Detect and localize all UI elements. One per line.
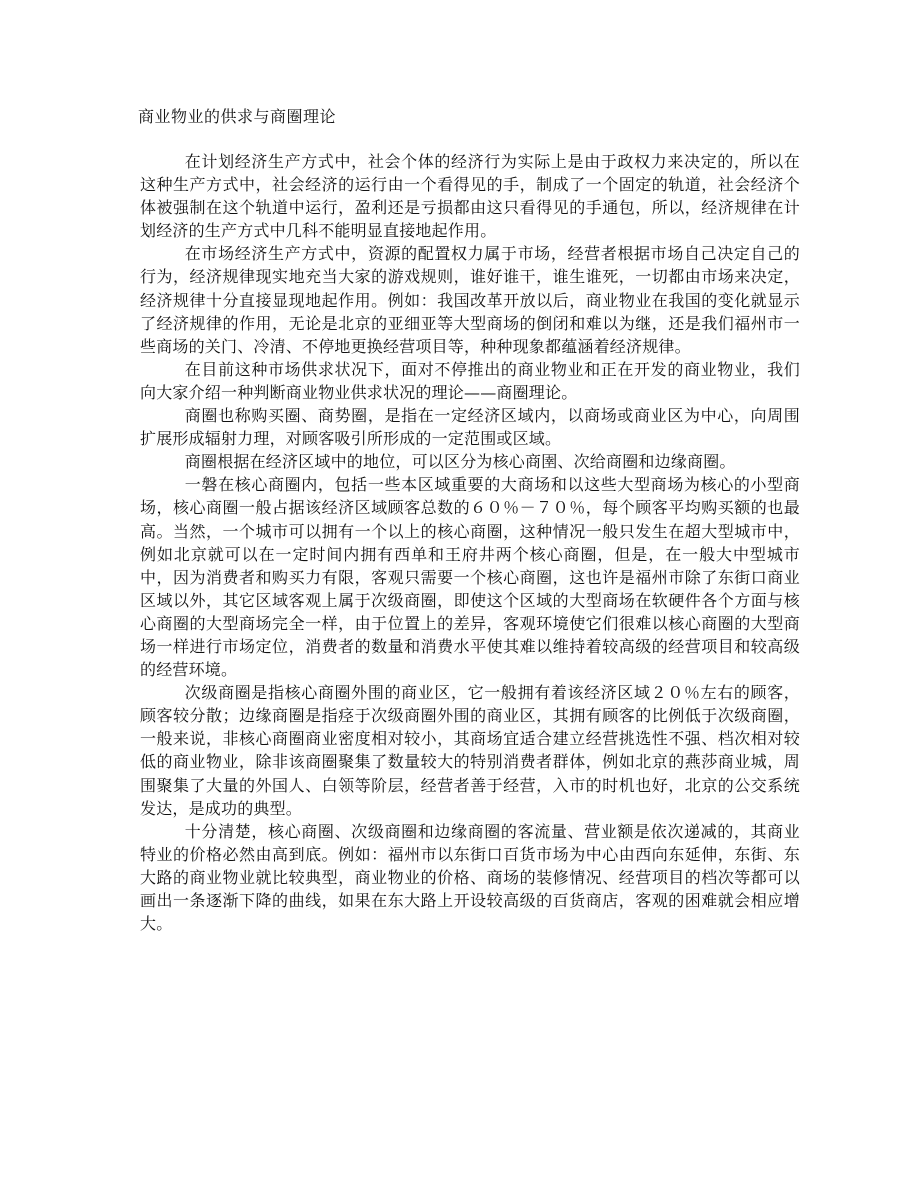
paragraph-secondary-trade-area: 次级商圈是指核心商圈外围的商业区，它一般拥有着该经济区域２０％左右的顾客，顾客较分散；边缘商圈是指痉于次级商圈外围的商业区，其拥有顾客的比例低于次级商圈，一般来说，非核心商圈商业密度相对较小，其商场宜适合建立经营挑选性不强、档次相对较低的商业物业，除非该商圈聚集了数量较大的特别消费者群体，例如北京的燕莎商业城，周围聚集了大量的外国人、白领等阶层，经营者善于经营，入市的时机也好，北京的公交系统发达，是成功的典型。 (140, 683, 800, 818)
document-title: 商业物业的供求与商圈理论 (138, 107, 337, 126)
paragraph-conclusion: 十分清楚，核心商圈、次级商圈和边缘商圈的客流量、营业额是依次递减的，其商业特业的价格必然由高到底。例如：福州市以东街口百货市场为中心由西向东延伸，东街、东大路的商业物业就比较典型，商业物业的价格、商场的装修情况、经营项目的档次等都可以画出一条逐渐下降的曲线，如果在东大路上开设较高级的百货商店，客观的困难就会相应增大。 (140, 821, 800, 934)
paragraph-trade-area-classification: 商圈根据在经济区域中的地位，可以区分为核心商圉、次给商圈和边缘商圈。 (184, 452, 736, 472)
paragraph-supply-demand: 在目前这种市场供求状况下，面对不停推出的商业物业和正在开发的商业物业，我们向大家介绍一种判断商业物业供求状况的理论——商圈理论。 (140, 359, 800, 402)
paragraph-planned-economy: 在计划经济生产方式中，社会个体的经济行为实际上是由于政权力来决定的，所以在这种生产方式中，社会经济的运行由一个看得见的手，制成了一个固定的轨道，社会经济个体被强制在这个轨道中运行，盈利还是亏损都由这只看得见的手通包，所以，经济规律在计划经济的生产方式中几科不能明显直接地起作用。 (140, 152, 800, 241)
paragraph-market-economy: 在市场经济生产方式中，资源的配置权力属于市场，经营者根据市场自己决定自己的行为，经济规律现实地充当大家的游戏规则，谁好谁干，谁生谁死，一切都由市场来决定，经济规律十分直接显现地起作用。例如：我国改革开放以后，商业物业在我国的变化就显示了经济规律的作用，无论是北京的亚细亚等大型商场的倒闭和难以为继，还是我们福州市一些商场的关门、冷清、不停地更换经营项目等，种种现象都蕴涵着经济规律。 (140, 244, 800, 356)
paragraph-core-trade-area: 一磐在核心商圈内，包括一些本区域重要的大商场和以这些大型商场为核心的小型商场，核心商圈一般占据该经济区域顾客总数的６０％－７０％，每个顾客平均购买额的也最高。当然，一个城市可以拥有一个以上的核心商圈，这种情况一般只发生在超大型城市中，例如北京就可以在一定时间内拥有西单和王府井两个核心商圈，但是，在一般大中型城市中，因为消费者和购买力有限，客观只需要一个核心商圈，这也许是福州市除了东街口商业区域以外，其它区域客观上属于次级商圈，即使这个区域的大型商场在软硬件各个方面与核心商圈的大型商场完全一样，由于位置上的差异，客观环境使它们很难以核心商圈的大型商场一样进行市场定位，消费者的数量和消费水平使其难以维持着较高级的经营项目和较高级的经营环境。 (140, 475, 800, 680)
document-body (140, 150, 800, 935)
paragraph-trade-area-definition: 商圈也称购买圈、商势圈，是指在一定经济区域内，以商场或商业区为中心，向周围扩展形成辐射力理，对顾客吸引所形成的一定范围或区域。 (140, 406, 800, 449)
